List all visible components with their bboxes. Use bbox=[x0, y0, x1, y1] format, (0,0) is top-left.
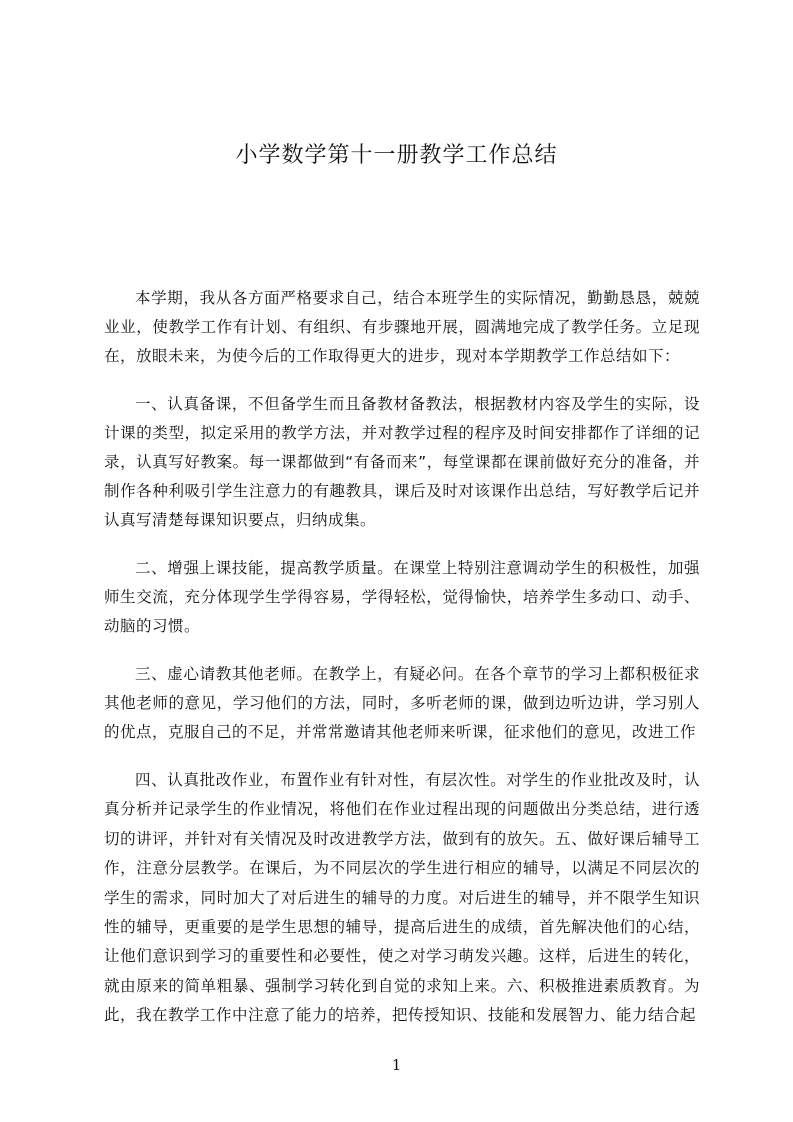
paragraph-lesson-preparation: 一、认真备课，不但备学生而且备教材备教法，根据教材内容及学生的实际，设计课的类型，拟定采用的教学方法，并对教学过程的程序及时间安排都作了详细的记录，认真写好教案。每一课都做到“有备而来”，每堂课都在课前做好充分的准备，并制作各种利吸引学生注意力的有趣教具，课后及时对该课作出总结，写好教学后记并认真写清楚每课知识要点，归纳成集。 bbox=[104, 395, 700, 529]
paragraph-consult-teachers: 三、虚心请教其他老师。在教学上，有疑必问。在各个章节的学习上都积极征求其他老师的意见，学习他们的方法，同时，多听老师的课，做到边听边讲，学习别人的优点，克服自己的不足，并常常邀请其他老师来听课，征求他们的意见，改进工作 bbox=[104, 665, 700, 741]
paragraph-intro: 本学期，我从各方面严格要求自己，结合本班学生的实际情况，勤勤恳恳，兢兢业业，使教学工作有计划、有组织、有步骤地开展，圆满地完成了教学任务。立足现在，放眼未来，为使今后的工作取得更大的进步，现对本学期教学工作总结如下： bbox=[104, 289, 700, 365]
paragraph-teaching-skills: 二、增强上课技能，提高教学质量。在课堂上特别注意调动学生的积极性，加强师生交流，充分体现学生学得容易，学得轻松，觉得愉快，培养学生多动口、动手、动脑的习惯。 bbox=[104, 559, 700, 635]
document-title: 小学数学第十一册教学工作总结 bbox=[235, 143, 558, 168]
document-body bbox=[104, 284, 700, 1050]
page-number: 1 bbox=[391, 1056, 402, 1074]
paragraph-homework-tutoring: 四、认真批改作业，布置作业有针对性，有层次性。对学生的作业批改及时，认真分析并记录学生的作业情况，将他们在作业过程出现的问题做出分类总结，进行透切的讲评，并针对有关情况及时改进教学方法，做到有的放矢。五、做好课后辅导工作，注意分层教学。在课后，为不同层次的学生进行相应的辅导，以满足不同层次的学生的需求，同时加大了对后进生的辅导的力度。对后进生的辅导，并不限学生知识性的辅导，更重要的是学生思想的辅导，提高后进生的成绩，首先解决他们的心结，让他们意识到学习的重要性和必要性，使之对学习萌发兴趣。这样，后进生的转化，就由原来的简单粗暴、强制学习转化到自觉的求知上来。六、积极推进素质教育。为此，我在教学工作中注意了能力的培养，把传授知识、技能和发展智力、能力结合起 bbox=[104, 771, 700, 1025]
